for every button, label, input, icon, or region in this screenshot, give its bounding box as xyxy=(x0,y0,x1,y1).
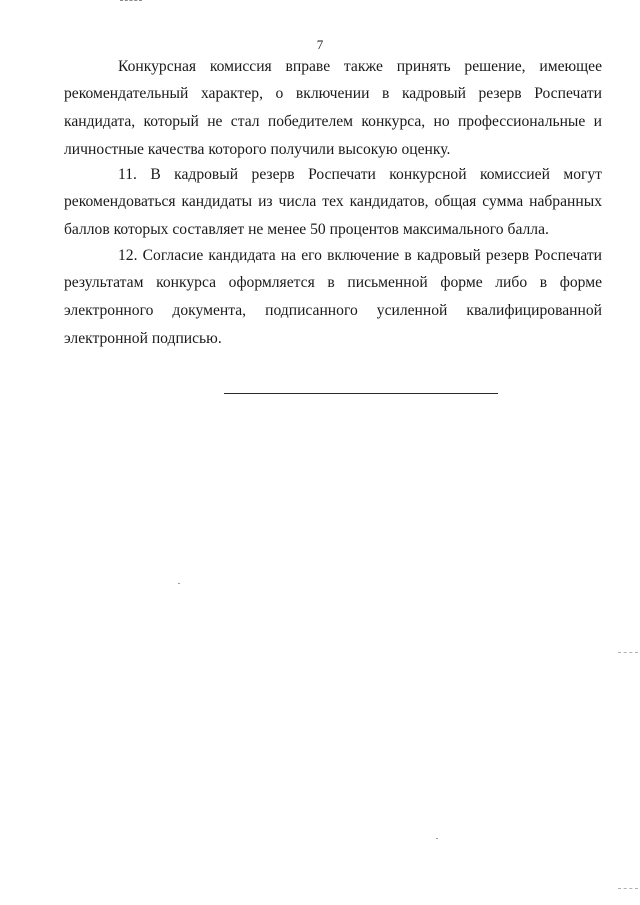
text-line: баллов которых составляет не менее 50 процентов максимального балла. xyxy=(64,221,549,238)
scan-mark xyxy=(120,0,142,1)
page-number: 7 xyxy=(316,37,324,52)
text-line: рекомендоваться кандидаты из числа тех кандидатов, общая сумма набранных xyxy=(64,193,602,210)
scan-speck xyxy=(178,583,180,584)
text-line: 11. В кадровый резерв Роспечати конкурсной комиссией могут xyxy=(118,166,602,183)
end-of-document-rule xyxy=(224,393,498,394)
text-line: кандидата, который не стал победителем конкурса, но профессиональные и xyxy=(64,113,602,130)
text-line: Конкурсная комиссия вправе также принять решение, имеющее xyxy=(118,58,602,75)
scan-edge-mark xyxy=(618,888,638,889)
text-line: рекомендательный характер, о включении в кадровый резерв Роспечати xyxy=(64,85,602,102)
text-line: результатам конкурса оформляется в письменной форме либо в форме xyxy=(64,274,602,291)
text-line: личностные качества которого получили высокую оценку. xyxy=(64,141,451,158)
text-line: 12. Согласие кандидата на его включение в кадровый резерв Роспечати xyxy=(118,247,602,264)
text-line: электронной подписью. xyxy=(64,330,222,347)
text-line: электронного документа, подписанного усиленной квалифицированной xyxy=(64,302,602,319)
scan-speck xyxy=(436,838,438,839)
scan-edge-mark xyxy=(618,652,638,653)
